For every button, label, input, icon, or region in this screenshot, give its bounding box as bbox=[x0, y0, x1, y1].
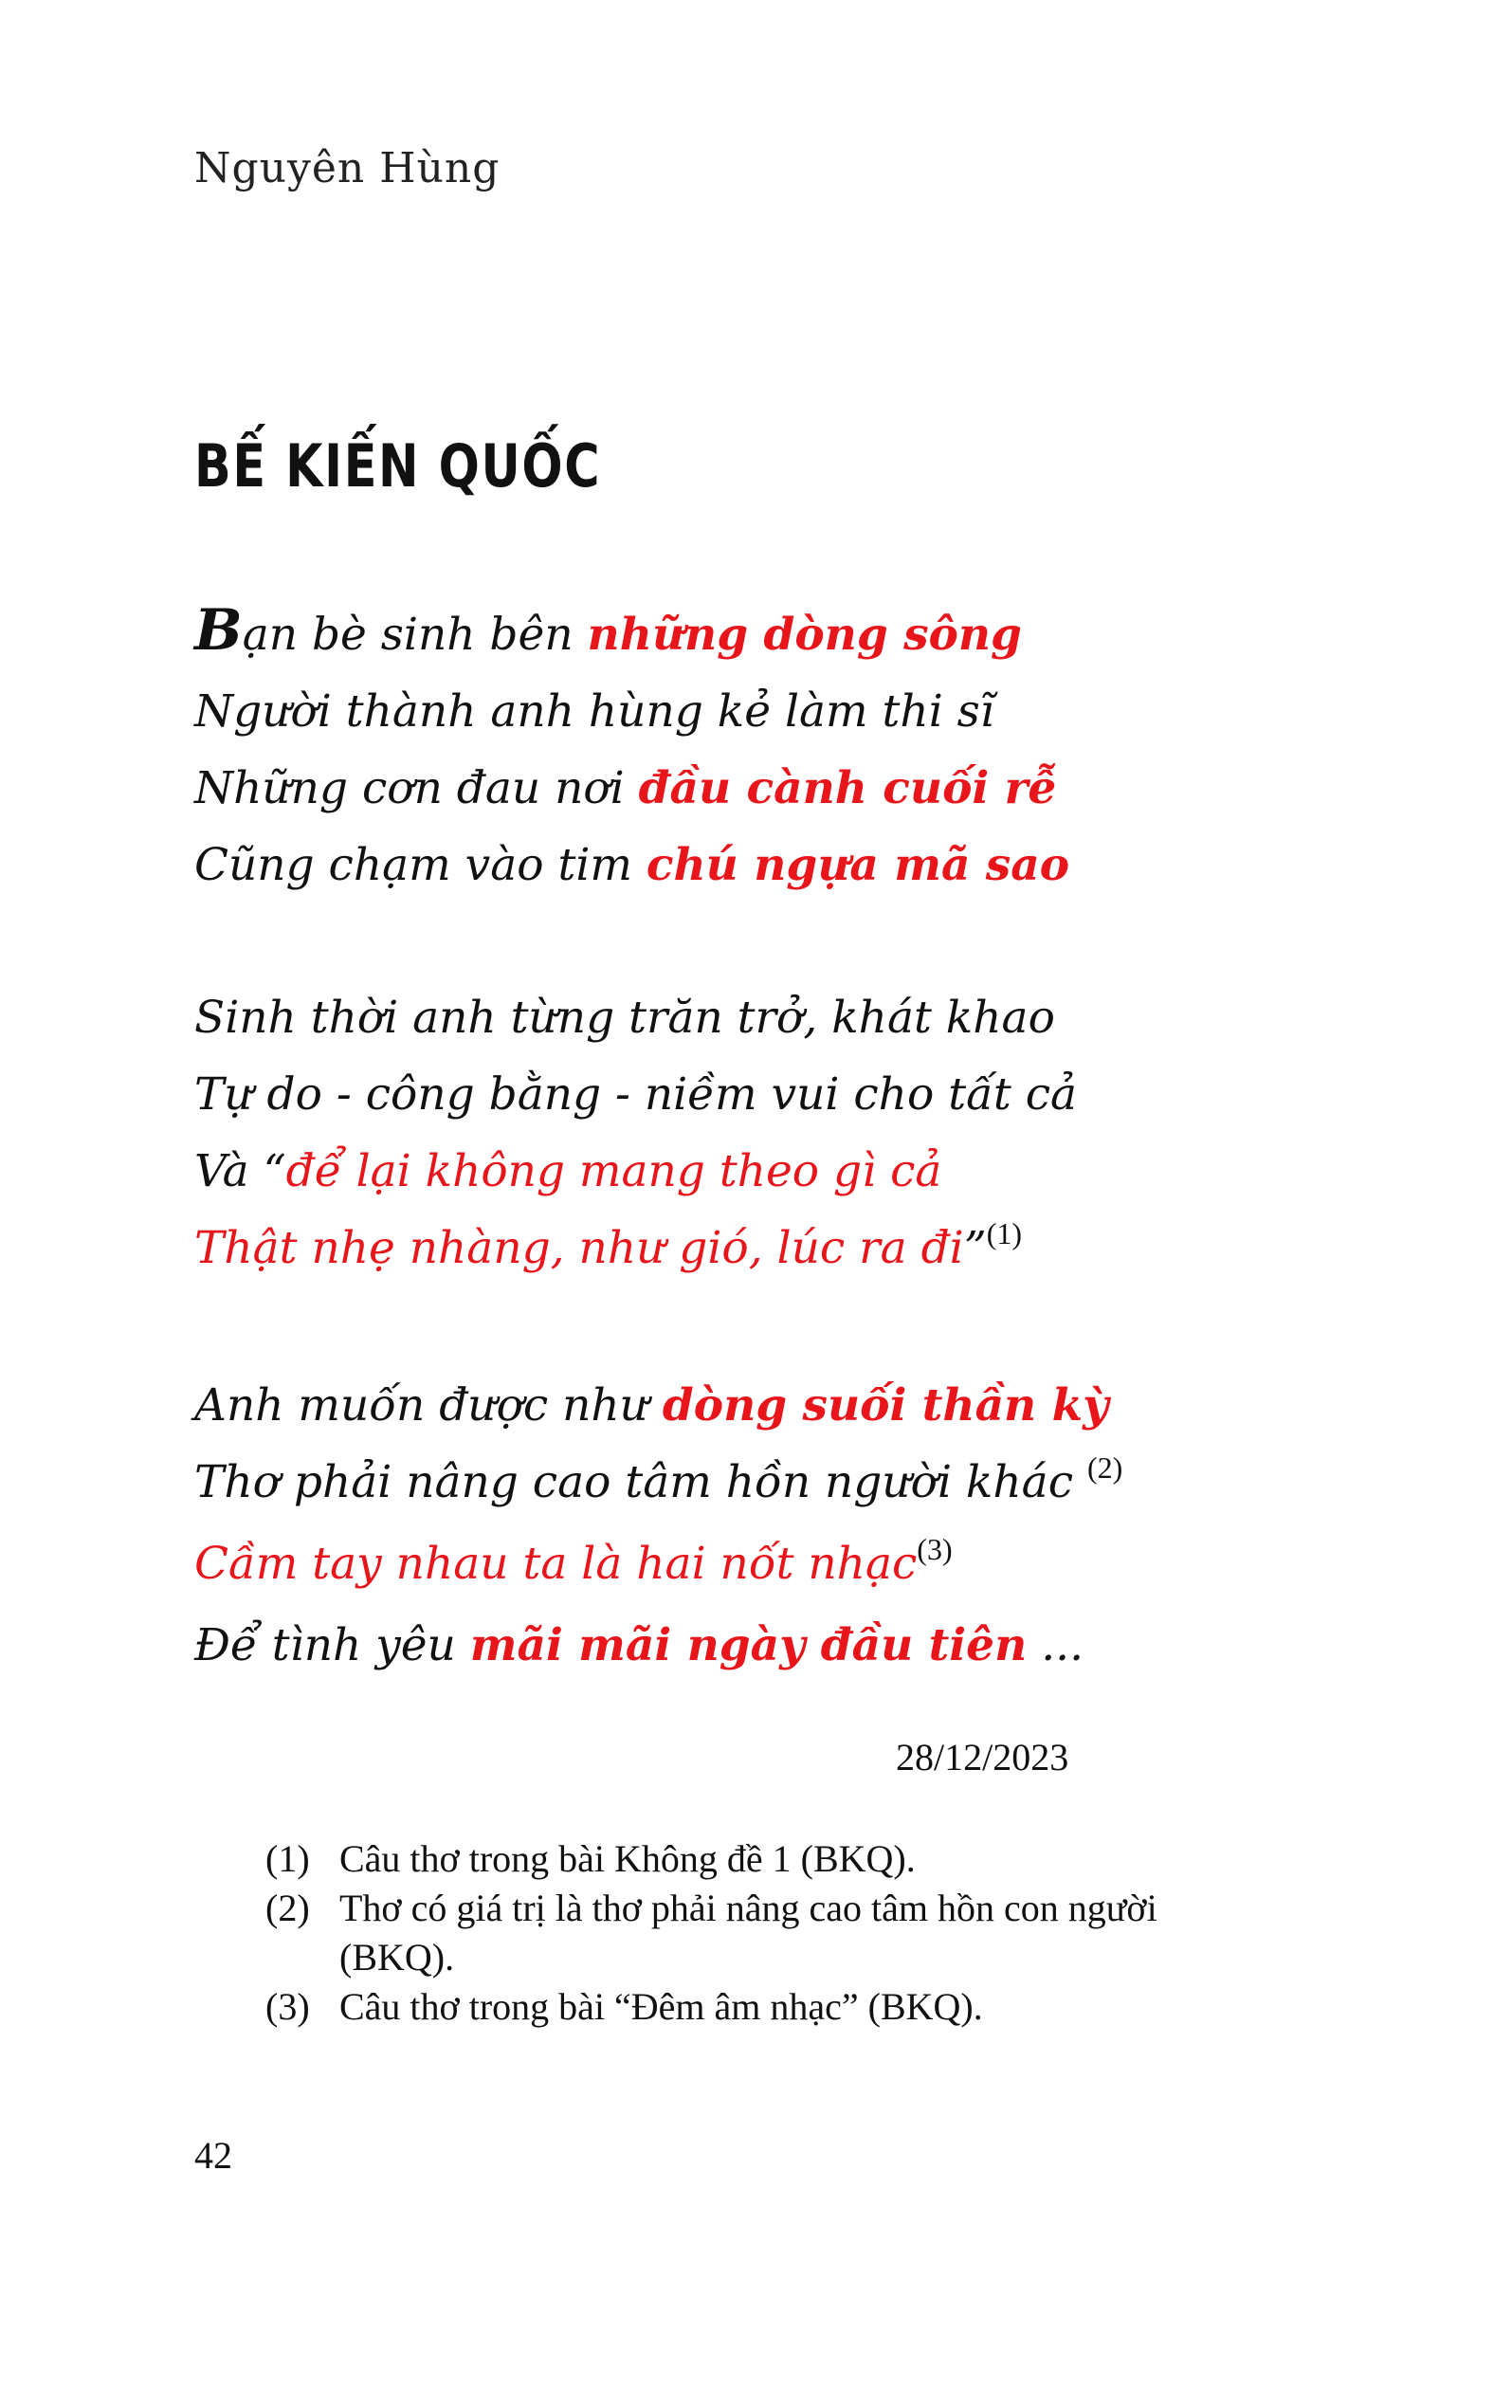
poem-line bbox=[194, 1367, 1122, 1444]
poem-body bbox=[194, 593, 1122, 1760]
poem-line bbox=[194, 1607, 1122, 1684]
poem-line bbox=[194, 1056, 1122, 1133]
line-highlight: dòng suối thần kỳ bbox=[662, 1379, 1109, 1432]
footnote-item bbox=[265, 1884, 1270, 1982]
footnote-text: Thơ có giá trị là thơ phải nâng cao tâm hồn con người (BKQ). bbox=[339, 1887, 1157, 1979]
line-suffix: ... bbox=[1027, 1619, 1084, 1671]
line-text: Người thành anh hùng kẻ làm thi sĩ bbox=[194, 685, 994, 738]
poem-line bbox=[194, 827, 1122, 903]
stanza-3 bbox=[194, 1367, 1122, 1684]
line-quote: Cầm tay nhau ta là hai nốt nhạc bbox=[194, 1538, 918, 1590]
poem-line bbox=[194, 673, 1122, 750]
line-text: Để tình yêu bbox=[194, 1619, 470, 1671]
footnote-number: (1) bbox=[265, 1837, 310, 1880]
drop-cap: B bbox=[194, 597, 243, 664]
poem-date: 28/12/2023 bbox=[896, 1736, 1069, 1779]
footnote-item bbox=[265, 1982, 1270, 2032]
poem-title: BẾ KIẾN QUỐC bbox=[194, 431, 602, 501]
line-text: Và “ bbox=[194, 1145, 286, 1197]
stanza-2 bbox=[194, 979, 1122, 1291]
line-text: Sinh thời anh từng trăn trở, khát khao bbox=[194, 992, 1055, 1044]
poem-line bbox=[194, 1210, 1122, 1291]
line-highlight: chú ngựa mã sao bbox=[646, 839, 1070, 891]
footnote-number: (2) bbox=[265, 1887, 310, 1929]
running-header: Nguyên Hùng bbox=[194, 144, 501, 192]
line-text: Cũng chạm vào tim bbox=[194, 839, 647, 891]
poem-line bbox=[194, 1444, 1122, 1525]
poem-line bbox=[194, 593, 1122, 673]
footnote-item bbox=[265, 1834, 1270, 1884]
line-highlight: mãi mãi ngày đầu tiên bbox=[469, 1619, 1028, 1671]
line-quote: Thật nhẹ nhàng, như gió, lúc ra đi bbox=[194, 1222, 964, 1274]
line-text: Thơ phải nâng cao tâm hồn người khác bbox=[194, 1456, 1087, 1508]
stanza-1 bbox=[194, 593, 1122, 903]
poem-line bbox=[194, 979, 1122, 1056]
closing-quote: ” bbox=[963, 1222, 987, 1274]
footnote-marker: (2) bbox=[1086, 1450, 1123, 1485]
line-text: ạn bè sinh bên bbox=[242, 609, 588, 661]
footnote-marker: (1) bbox=[986, 1216, 1023, 1250]
line-text: Tự do - công bằng - niềm vui cho tất cả bbox=[194, 1068, 1078, 1121]
footnote-marker: (3) bbox=[917, 1532, 953, 1566]
footnote-text: Câu thơ trong bài Không đề 1 (BKQ). bbox=[339, 1837, 916, 1880]
line-highlight: những dòng sông bbox=[587, 609, 1022, 661]
page-number: 42 bbox=[194, 2134, 232, 2177]
poem-line bbox=[194, 750, 1122, 827]
footnote-number: (3) bbox=[265, 1985, 310, 2028]
poem-line bbox=[194, 1133, 1122, 1210]
line-quote: để lại không mang theo gì cả bbox=[285, 1145, 942, 1197]
poem-line bbox=[194, 1525, 1122, 1607]
line-highlight: đầu cành cuối rễ bbox=[638, 762, 1057, 814]
footnotes bbox=[265, 1834, 1270, 2032]
line-text: Anh muốn được như bbox=[194, 1379, 663, 1432]
footnote-text: Câu thơ trong bài “Đêm âm nhạc” (BKQ). bbox=[339, 1985, 983, 2028]
line-text: Những cơn đau nơi bbox=[194, 762, 639, 814]
